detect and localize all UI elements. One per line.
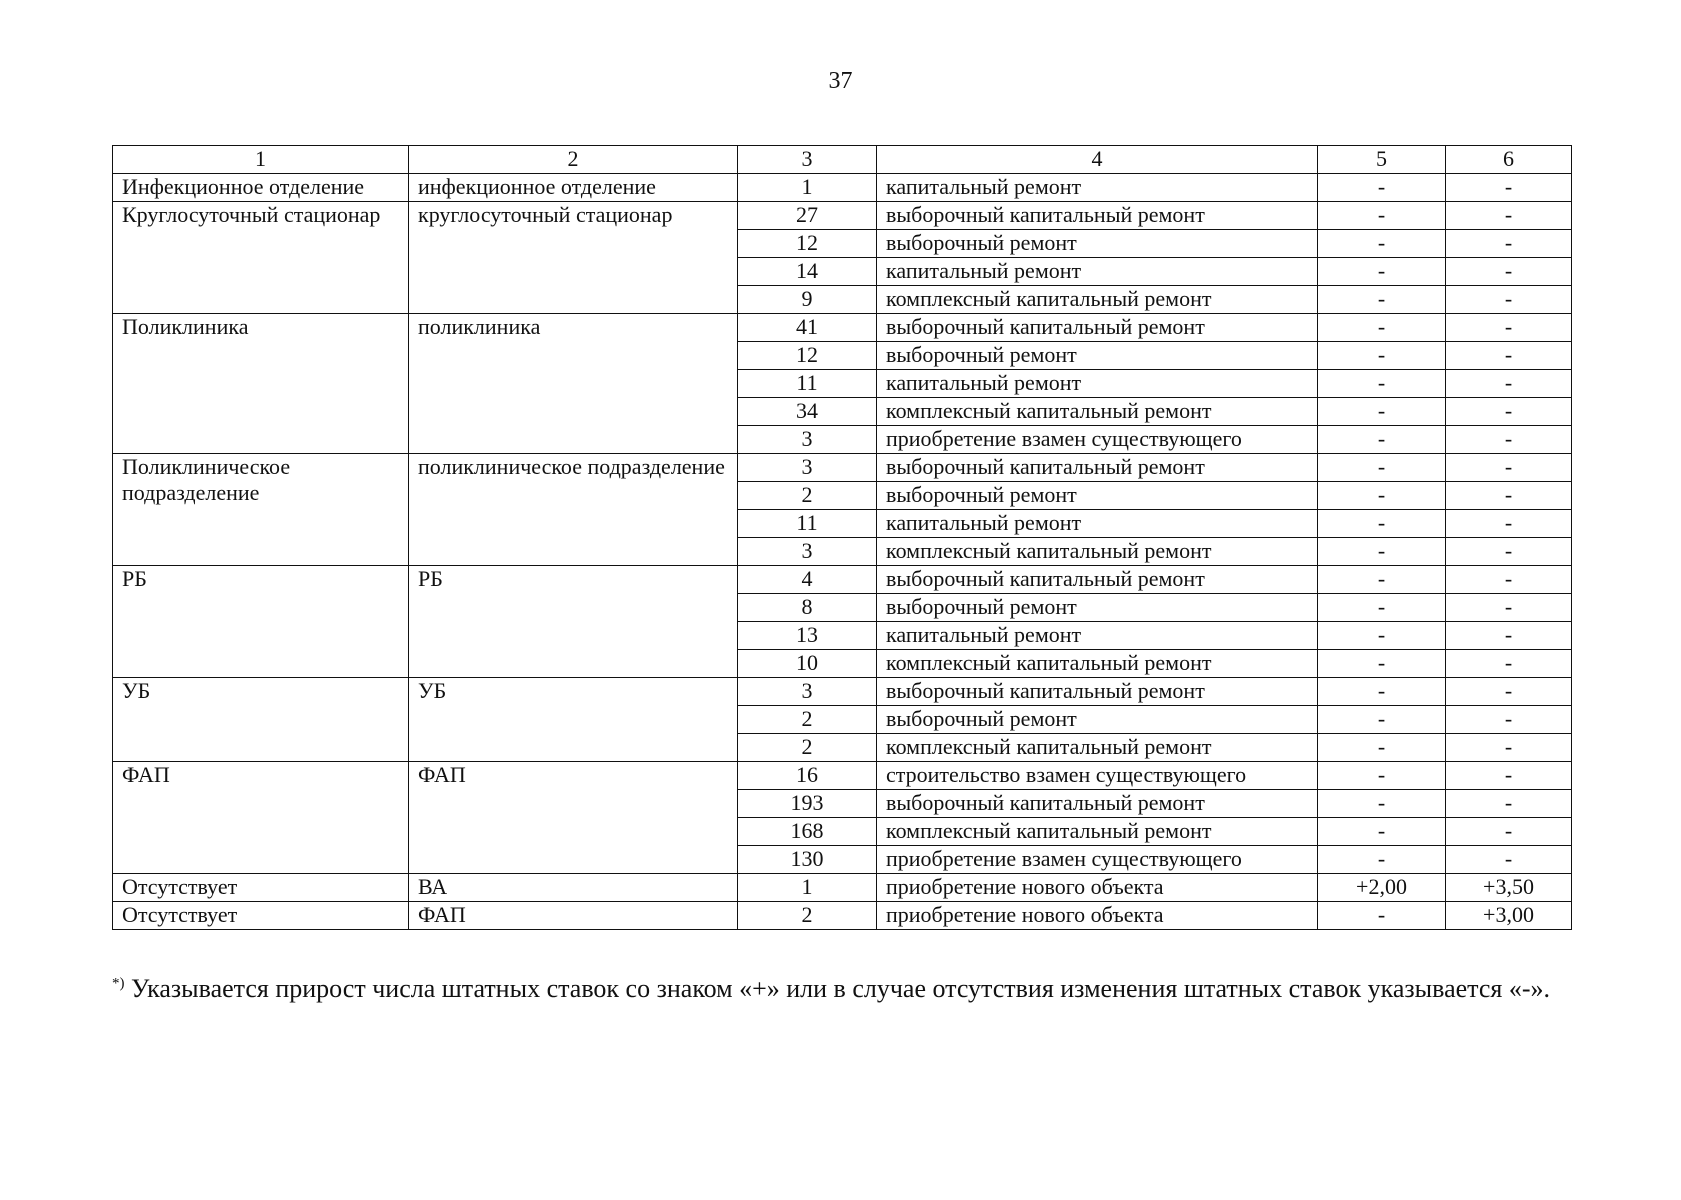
staff-change-total-cell: - [1446, 258, 1572, 286]
object-type-cell: Инфекционное отделение [113, 174, 409, 202]
column-number-row [113, 146, 1572, 174]
work-type-cell: комплексный капитальный ремонт [877, 286, 1318, 314]
staff-change-total-cell: - [1446, 622, 1572, 650]
count-cell: 3 [738, 454, 877, 482]
count-cell: 8 [738, 594, 877, 622]
staff-change-total-cell: - [1446, 734, 1572, 762]
table-row [113, 874, 1572, 902]
count-cell: 2 [738, 706, 877, 734]
col-4-header: 4 [877, 146, 1318, 174]
work-type-cell: комплексный капитальный ремонт [877, 734, 1318, 762]
staff-change-total-cell: - [1446, 650, 1572, 678]
staff-change-total-cell: - [1446, 790, 1572, 818]
work-type-cell: приобретение взамен существующего [877, 846, 1318, 874]
staff-change-cell: - [1318, 594, 1446, 622]
object-type-cell: Поликлиническое подразделение [113, 454, 409, 566]
staff-change-cell: - [1318, 202, 1446, 230]
col-5-header: 5 [1318, 146, 1446, 174]
count-cell: 9 [738, 286, 877, 314]
page-number: 37 [828, 68, 853, 94]
count-cell: 193 [738, 790, 877, 818]
work-type-cell: приобретение нового объекта [877, 902, 1318, 930]
count-cell: 130 [738, 846, 877, 874]
subdivision-cell: УБ [409, 678, 738, 762]
staff-change-cell: - [1318, 426, 1446, 454]
staff-change-total-cell: - [1446, 482, 1572, 510]
subdivision-cell: ВА [409, 874, 738, 902]
col-1-header: 1 [113, 146, 409, 174]
object-type-cell: УБ [113, 678, 409, 762]
count-cell: 3 [738, 538, 877, 566]
count-cell: 12 [738, 342, 877, 370]
subdivision-cell: инфекционное отделение [409, 174, 738, 202]
count-cell: 11 [738, 370, 877, 398]
work-type-cell: комплексный капитальный ремонт [877, 398, 1318, 426]
object-type-cell: Отсутствует [113, 902, 409, 930]
staff-change-cell: - [1318, 370, 1446, 398]
table-body [113, 174, 1572, 930]
staff-change-total-cell: - [1446, 706, 1572, 734]
work-type-cell: выборочный ремонт [877, 482, 1318, 510]
footnote [112, 972, 1571, 1006]
staff-change-total-cell: - [1446, 510, 1572, 538]
count-cell: 14 [738, 258, 877, 286]
table-row [113, 454, 1572, 482]
subdivision-cell: круглосуточный стационар [409, 202, 738, 314]
table-row [113, 902, 1572, 930]
object-type-cell: ФАП [113, 762, 409, 874]
object-type-cell: Круглосуточный стационар [113, 202, 409, 314]
work-type-cell: выборочный капитальный ремонт [877, 678, 1318, 706]
staff-change-total-cell: - [1446, 202, 1572, 230]
work-type-cell: выборочный ремонт [877, 706, 1318, 734]
work-type-cell: выборочный ремонт [877, 594, 1318, 622]
count-cell: 4 [738, 566, 877, 594]
staff-change-total-cell: - [1446, 370, 1572, 398]
count-cell: 1 [738, 174, 877, 202]
staff-change-total-cell: - [1446, 818, 1572, 846]
work-type-cell: выборочный капитальный ремонт [877, 202, 1318, 230]
count-cell: 2 [738, 734, 877, 762]
work-type-cell: строительство взамен существующего [877, 762, 1318, 790]
work-type-cell: капитальный ремонт [877, 370, 1318, 398]
staff-change-cell: - [1318, 734, 1446, 762]
col-2-header: 2 [409, 146, 738, 174]
work-type-cell: выборочный капитальный ремонт [877, 790, 1318, 818]
staff-change-cell: - [1318, 538, 1446, 566]
table-row [113, 762, 1572, 790]
work-type-cell: выборочный ремонт [877, 230, 1318, 258]
work-type-cell: выборочный капитальный ремонт [877, 454, 1318, 482]
staff-change-total-cell: - [1446, 538, 1572, 566]
work-type-cell: приобретение нового объекта [877, 874, 1318, 902]
work-type-cell: комплексный капитальный ремонт [877, 650, 1318, 678]
staff-change-cell: - [1318, 846, 1446, 874]
work-type-cell: приобретение взамен существующего [877, 426, 1318, 454]
footnote-text: Указывается прирост числа штатных ставок со знаком «+» или в случае отсутствия изменения штатных ставок указывается «-». [124, 974, 1550, 1003]
staff-change-cell: - [1318, 790, 1446, 818]
subdivision-cell: поликлиника [409, 314, 738, 454]
staff-change-total-cell: - [1446, 426, 1572, 454]
work-type-cell: выборочный капитальный ремонт [877, 314, 1318, 342]
staff-change-cell: - [1318, 454, 1446, 482]
staff-change-cell: - [1318, 342, 1446, 370]
staff-change-cell: - [1318, 314, 1446, 342]
work-type-cell: капитальный ремонт [877, 510, 1318, 538]
object-type-cell: РБ [113, 566, 409, 678]
count-cell: 27 [738, 202, 877, 230]
work-type-cell: капитальный ремонт [877, 258, 1318, 286]
staff-change-total-cell: - [1446, 594, 1572, 622]
object-type-cell: Поликлиника [113, 314, 409, 454]
repair-table [112, 145, 1572, 930]
staff-change-total-cell: - [1446, 230, 1572, 258]
table-row [113, 174, 1572, 202]
staff-change-cell: - [1318, 762, 1446, 790]
count-cell: 168 [738, 818, 877, 846]
staff-change-total-cell: - [1446, 398, 1572, 426]
staff-change-cell: - [1318, 902, 1446, 930]
staff-change-total-cell: +3,00 [1446, 902, 1572, 930]
staff-change-total-cell: - [1446, 286, 1572, 314]
staff-change-cell: - [1318, 286, 1446, 314]
table-row [113, 566, 1572, 594]
table-row [113, 314, 1572, 342]
table-row [113, 678, 1572, 706]
staff-change-total-cell: - [1446, 454, 1572, 482]
staff-change-total-cell: - [1446, 314, 1572, 342]
count-cell: 1 [738, 874, 877, 902]
staff-change-total-cell: - [1446, 846, 1572, 874]
count-cell: 3 [738, 678, 877, 706]
staff-change-cell: - [1318, 678, 1446, 706]
object-type-cell: Отсутствует [113, 874, 409, 902]
subdivision-cell: ФАП [409, 762, 738, 874]
count-cell: 41 [738, 314, 877, 342]
count-cell: 34 [738, 398, 877, 426]
staff-change-cell: +2,00 [1318, 874, 1446, 902]
count-cell: 13 [738, 622, 877, 650]
staff-change-total-cell: - [1446, 566, 1572, 594]
count-cell: 2 [738, 482, 877, 510]
staff-change-total-cell: - [1446, 762, 1572, 790]
col-6-header: 6 [1446, 146, 1572, 174]
subdivision-cell: ФАП [409, 902, 738, 930]
work-type-cell: комплексный капитальный ремонт [877, 818, 1318, 846]
staff-change-total-cell: +3,50 [1446, 874, 1572, 902]
count-cell: 12 [738, 230, 877, 258]
staff-change-cell: - [1318, 398, 1446, 426]
count-cell: 10 [738, 650, 877, 678]
staff-change-cell: - [1318, 622, 1446, 650]
staff-change-cell: - [1318, 482, 1446, 510]
staff-change-cell: - [1318, 566, 1446, 594]
staff-change-total-cell: - [1446, 678, 1572, 706]
staff-change-cell: - [1318, 258, 1446, 286]
table-row [113, 202, 1572, 230]
count-cell: 16 [738, 762, 877, 790]
staff-change-cell: - [1318, 650, 1446, 678]
count-cell: 2 [738, 902, 877, 930]
subdivision-cell: поликлиническое подразделение [409, 454, 738, 566]
work-type-cell: капитальный ремонт [877, 622, 1318, 650]
staff-change-cell: - [1318, 174, 1446, 202]
staff-change-total-cell: - [1446, 342, 1572, 370]
col-3-header: 3 [738, 146, 877, 174]
work-type-cell: выборочный ремонт [877, 342, 1318, 370]
staff-change-cell: - [1318, 510, 1446, 538]
count-cell: 3 [738, 426, 877, 454]
staff-change-total-cell: - [1446, 174, 1572, 202]
subdivision-cell: РБ [409, 566, 738, 678]
staff-change-cell: - [1318, 706, 1446, 734]
work-type-cell: комплексный капитальный ремонт [877, 538, 1318, 566]
staff-change-cell: - [1318, 818, 1446, 846]
staff-change-cell: - [1318, 230, 1446, 258]
footnote-marker: *) [112, 975, 125, 992]
work-type-cell: выборочный капитальный ремонт [877, 566, 1318, 594]
count-cell: 11 [738, 510, 877, 538]
work-type-cell: капитальный ремонт [877, 174, 1318, 202]
